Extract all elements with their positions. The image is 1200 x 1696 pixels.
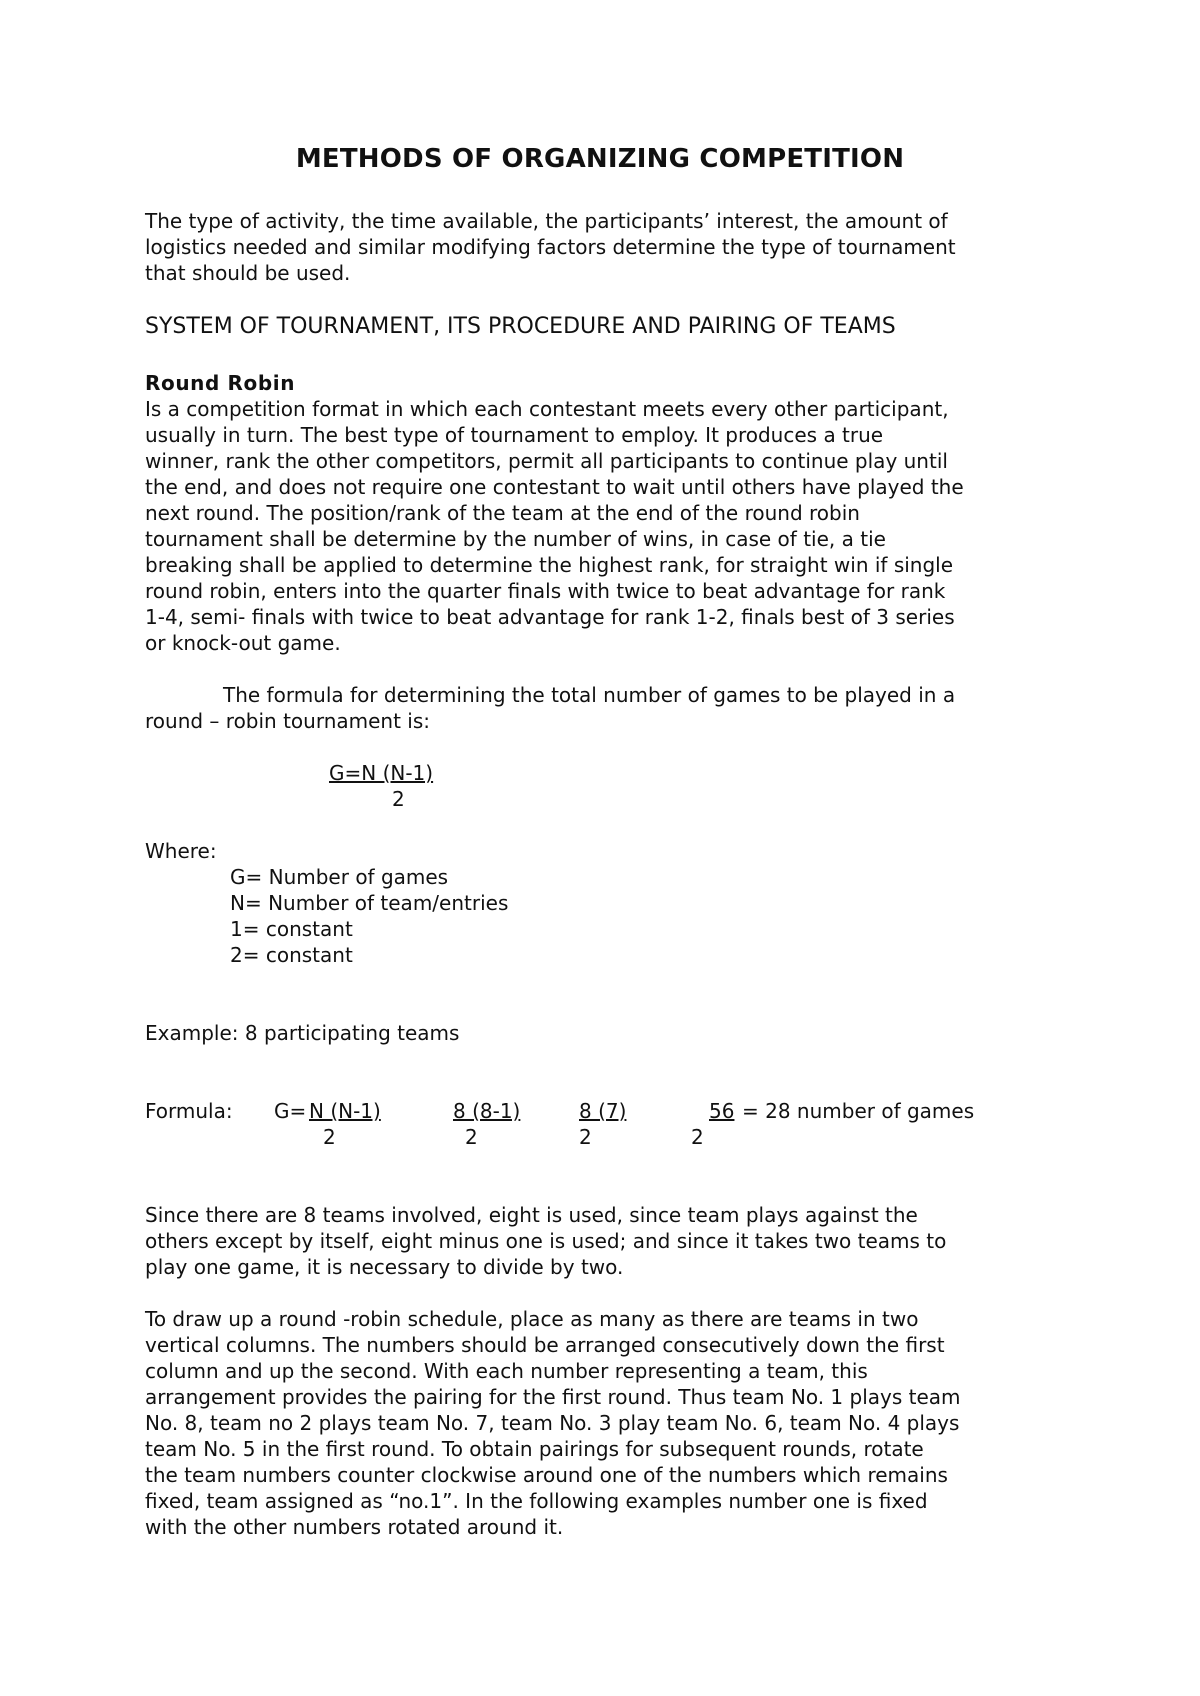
where-item: G= Number of games (230, 865, 449, 889)
worked-formula-denominator: 2 (691, 1125, 704, 1149)
explanation-line: others except by itself, eight minus one is used; and since it takes two teams to (145, 1229, 947, 1253)
explanation-paragraph (145, 1202, 1075, 1280)
schedule-line: vertical columns. The numbers should be arranged consecutively down the first (145, 1333, 945, 1357)
schedule-line: with the other numbers rotated around it. (145, 1515, 564, 1539)
schedule-line: team No. 5 in the first round. To obtain pairings for subsequent rounds, rotate (145, 1437, 924, 1461)
worked-formula-denominator: 2 (465, 1125, 478, 1149)
worked-formula-denominator: 2 (579, 1125, 592, 1149)
formula-intro-line: The formula for determining the total number of games to be played in a (223, 683, 956, 707)
explanation-line: play one game, it is necessary to divide by two. (145, 1255, 624, 1279)
where-label: Where: (145, 839, 217, 863)
schedule-paragraph (145, 1306, 1075, 1540)
intro-line: The type of activity, the time available, the participants’ interest, the amount of (145, 209, 948, 233)
round-robin-line: round robin, enters into the quarter finals with twice to beat advantage for rank (145, 579, 946, 603)
example-line: Example: 8 participating teams (145, 1021, 460, 1045)
worked-formula-prefix: G= (274, 1099, 307, 1123)
round-robin-line: or knock-out game. (145, 631, 341, 655)
worked-formula-label: Formula: (145, 1099, 233, 1123)
where-item: N= Number of team/entries (230, 891, 509, 915)
round-robin-line: next round. The position/rank of the team at the end of the round robin (145, 501, 860, 525)
round-robin-line: Is a competition format in which each contestant meets every other participant, (145, 397, 949, 421)
schedule-line: To draw up a round -robin schedule, place as many as there are teams in two (145, 1307, 919, 1331)
worked-formula-denominator: 2 (323, 1125, 336, 1149)
intro-paragraph (145, 208, 1075, 286)
round-robin-line: the end, and does not require one contestant to wait until others have played the (145, 475, 964, 499)
explanation-line: Since there are 8 teams involved, eight is used, since team plays against the (145, 1203, 918, 1227)
section-heading: SYSTEM OF TOURNAMENT, ITS PROCEDURE AND PAIRING OF TEAMS (145, 314, 896, 339)
where-item: 2= constant (230, 943, 353, 967)
formula-denominator: 2 (392, 787, 405, 811)
round-robin-line: 1-4, semi- finals with twice to beat advantage for rank 1-2, finals best of 3 series (145, 605, 955, 629)
round-robin-line: usually in turn. The best type of tournament to employ. It produces a true (145, 423, 884, 447)
document-title: METHODS OF ORGANIZING COMPETITION (295, 144, 905, 174)
schedule-line: arrangement provides the pairing for the first round. Thus team No. 1 plays team (145, 1385, 961, 1409)
worked-formula-result: = 28 number of games (742, 1099, 975, 1123)
schedule-line: the team numbers counter clockwise around one of the numbers which remains (145, 1463, 948, 1487)
intro-line: that should be used. (145, 261, 351, 285)
intro-line: logistics needed and similar modifying factors determine the type of tournament (145, 235, 956, 259)
worked-formula-numerator: 8 (8-1) (453, 1099, 521, 1123)
formula-intro-line: round – robin tournament is: (145, 709, 431, 733)
round-robin-section (145, 370, 1075, 656)
worked-formula-numerator: 56 (709, 1099, 735, 1123)
schedule-line: No. 8, team no 2 plays team No. 7, team No. 3 play team No. 6, team No. 4 plays (145, 1411, 960, 1435)
round-robin-line: breaking shall be applied to determine the highest rank, for straight win if single (145, 553, 954, 577)
worked-formula-numerator: 8 (7) (579, 1099, 627, 1123)
round-robin-line: tournament shall be determine by the number of wins, in case of tie, a tie (145, 527, 886, 551)
schedule-line: column and up the second. With each number representing a team, this (145, 1359, 868, 1383)
formula-numerator: G=N (N-1) (329, 761, 434, 785)
schedule-line: fixed, team assigned as “no.1”. In the following examples number one is fixed (145, 1489, 928, 1513)
where-item: 1= constant (230, 917, 353, 941)
round-robin-heading: Round Robin (145, 371, 296, 395)
round-robin-line: winner, rank the other competitors, permit all participants to continue play until (145, 449, 948, 473)
worked-formula-numerator: N (N-1) (309, 1099, 381, 1123)
